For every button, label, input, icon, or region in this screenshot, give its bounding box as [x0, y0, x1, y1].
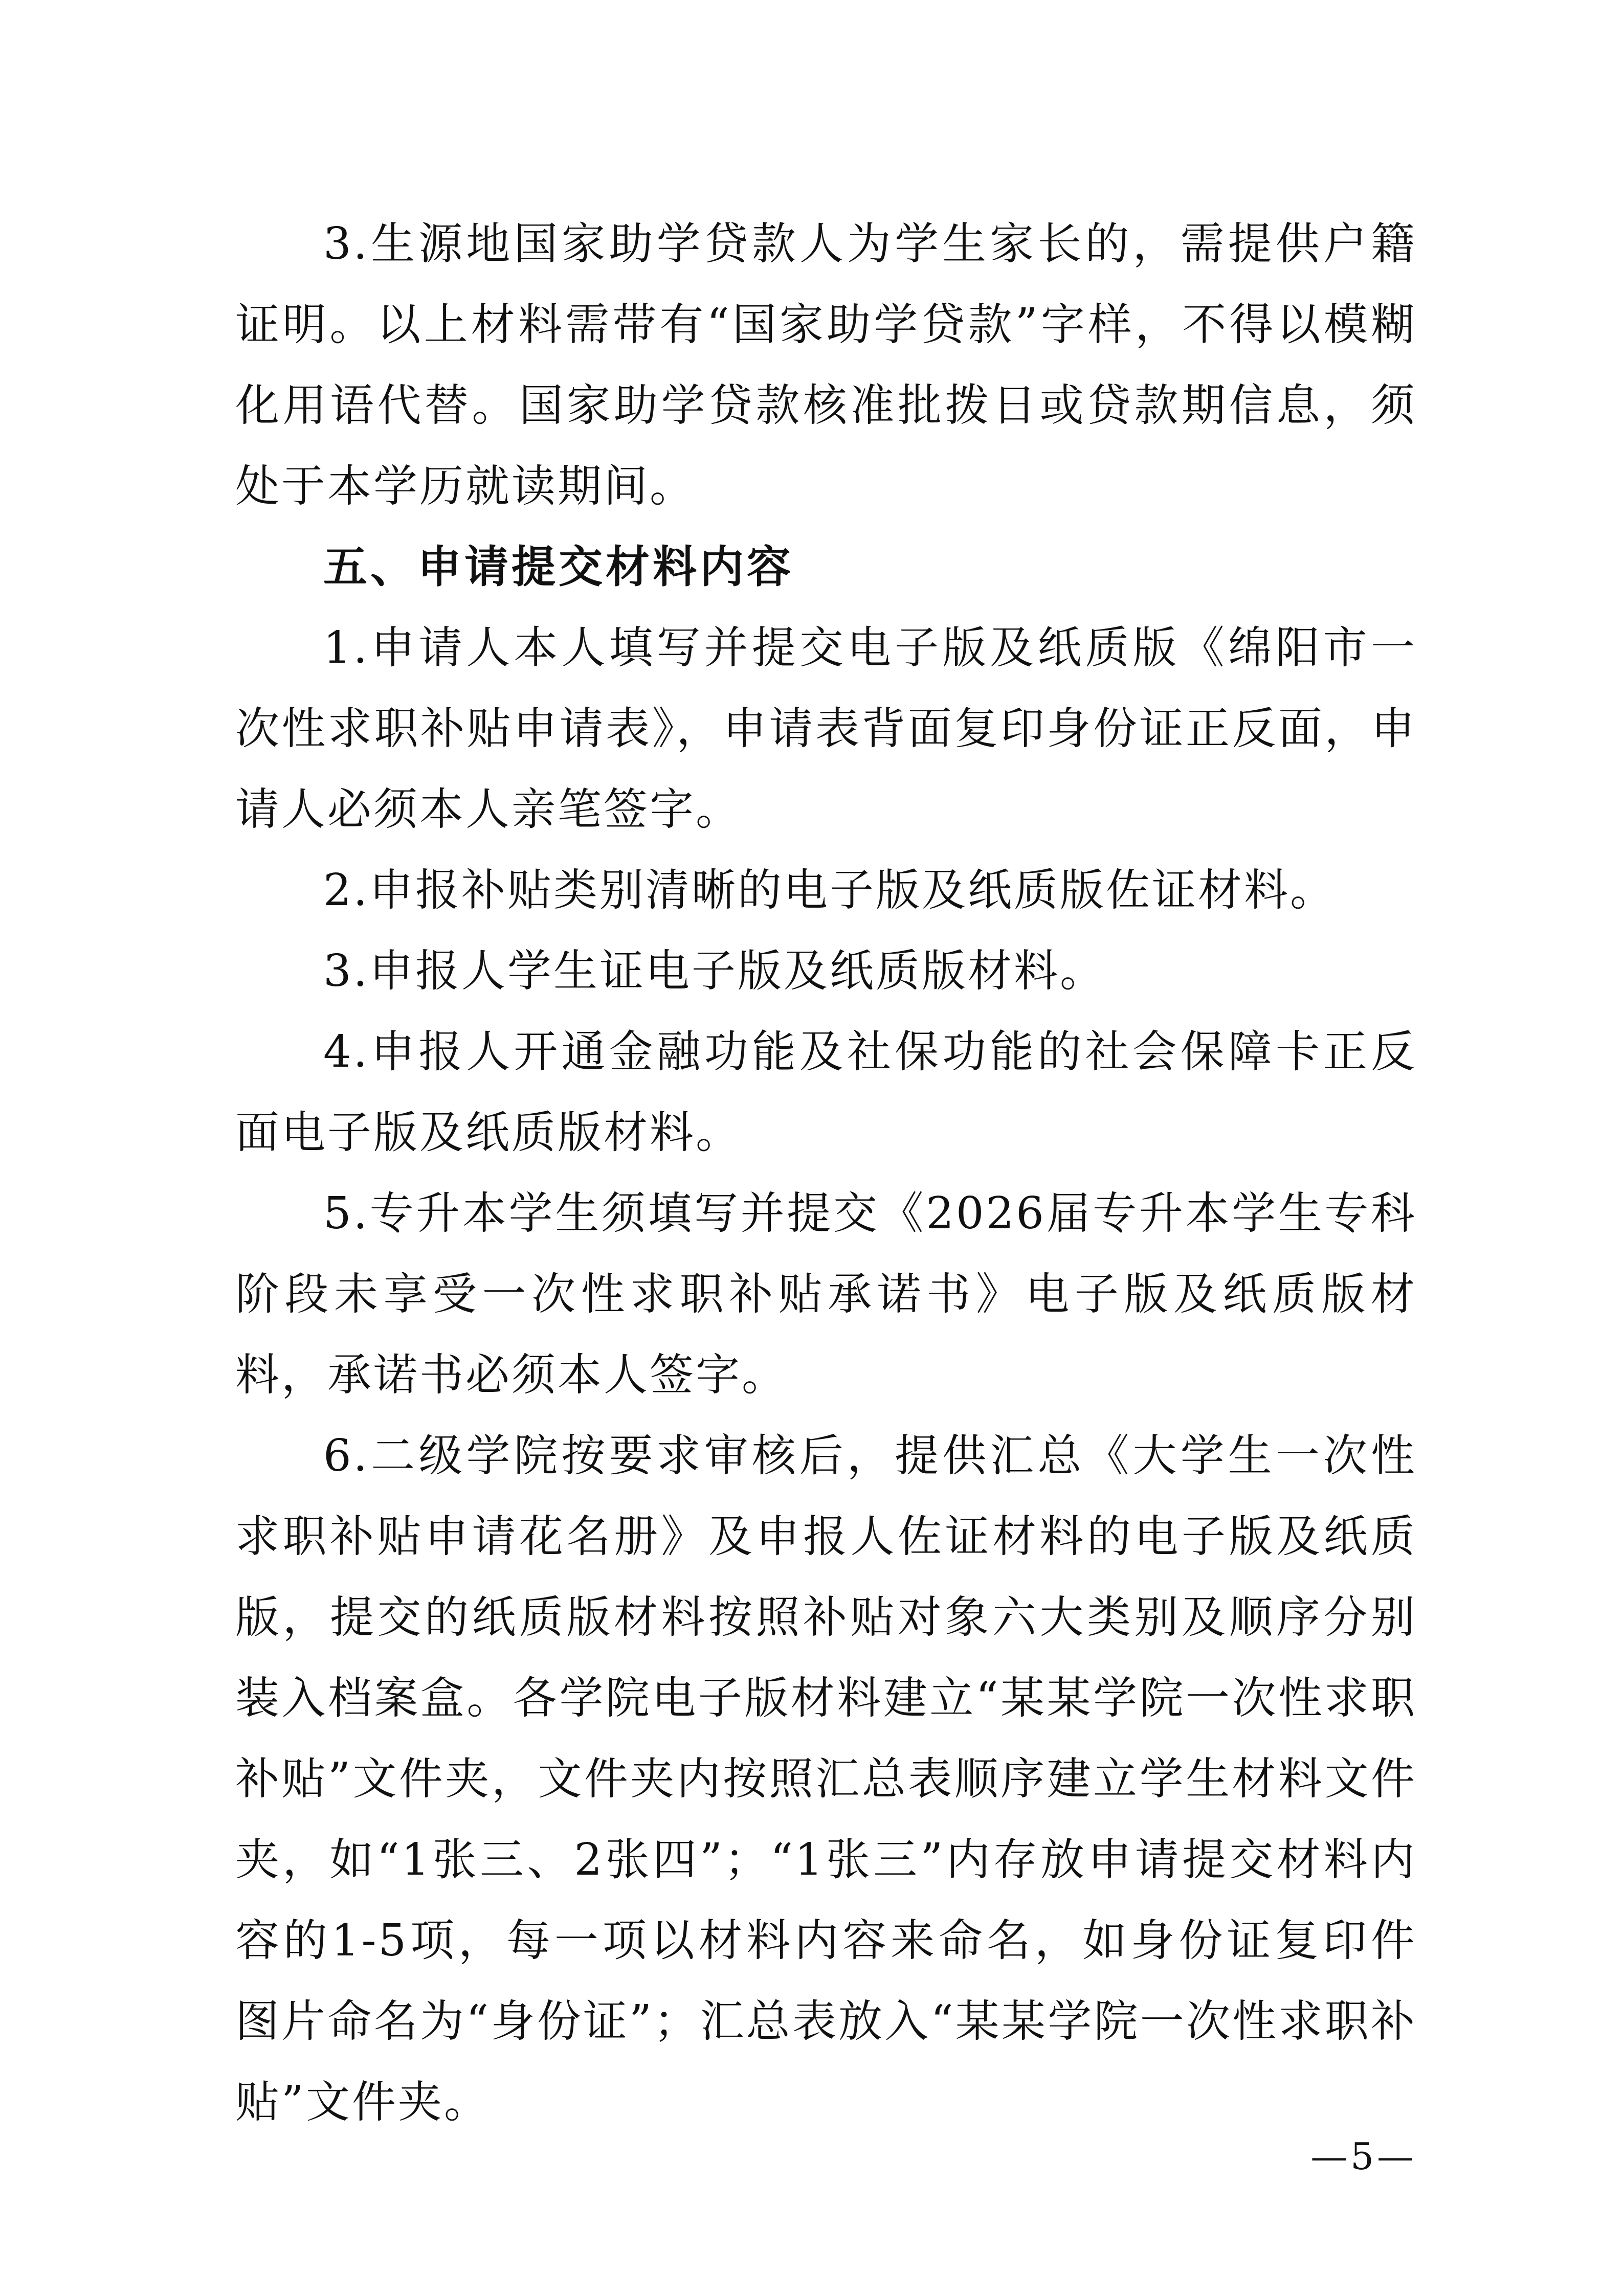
list-item: 2.申报补贴类别清晰的电子版及纸质版佐证材料。: [323, 865, 1337, 916]
list-item: 4.申报人开通金融功能及社保功能的社会保障卡正反面电子版及纸质版材料。: [235, 1026, 1417, 1158]
list-item: 1.申请人本人填写并提交电子版及纸质版《绵阳市一次性求职补贴申请表》，申请表背面复印身份证正反面，申请人必须本人亲笔签字。: [235, 622, 1417, 835]
list-item: 6.二级学院按要求审核后，提供汇总《大学生一次性求职补贴申请花名册》及申报人佐证材料的电子版及纸质版，提交的纸质版材料按照补贴对象六大类别及顺序分别装入档案盒。各学院电子版材料建立“某某学院一次性求职补贴”文件夹，文件夹内按照汇总表顺序建立学生材料文件夹，如“1张三、2张四”；“1张三”内存放申请提交材料内容的1-5项，每一项以材料内容来命名，如身份证复印件图片命名为“身份证”；汇总表放入“某某学院一次性求职补贴”文件夹。: [235, 1430, 1417, 2128]
section-heading: 五、申请提交材料内容: [323, 542, 794, 593]
list-item: 3.申报人学生证电子版及纸质版材料。: [323, 946, 1106, 997]
list-item: 5.专升本学生须填写并提交《2026届专升本学生专科阶段未享受一次性求职补贴承诺书》电子版及纸质版材料，承诺书必须本人签字。: [235, 1188, 1417, 1401]
page-number: —5—: [1310, 2135, 1417, 2178]
document-body: [235, 204, 1417, 2143]
paragraph-loan-requirements: 3.生源地国家助学贷款人为学生家长的，需提供户籍证明。以上材料需带有“国家助学贷款”字样，不得以模糊化用语代替。国家助学贷款核准批拨日或贷款期信息，须处于本学历就读期间。: [235, 218, 1417, 512]
